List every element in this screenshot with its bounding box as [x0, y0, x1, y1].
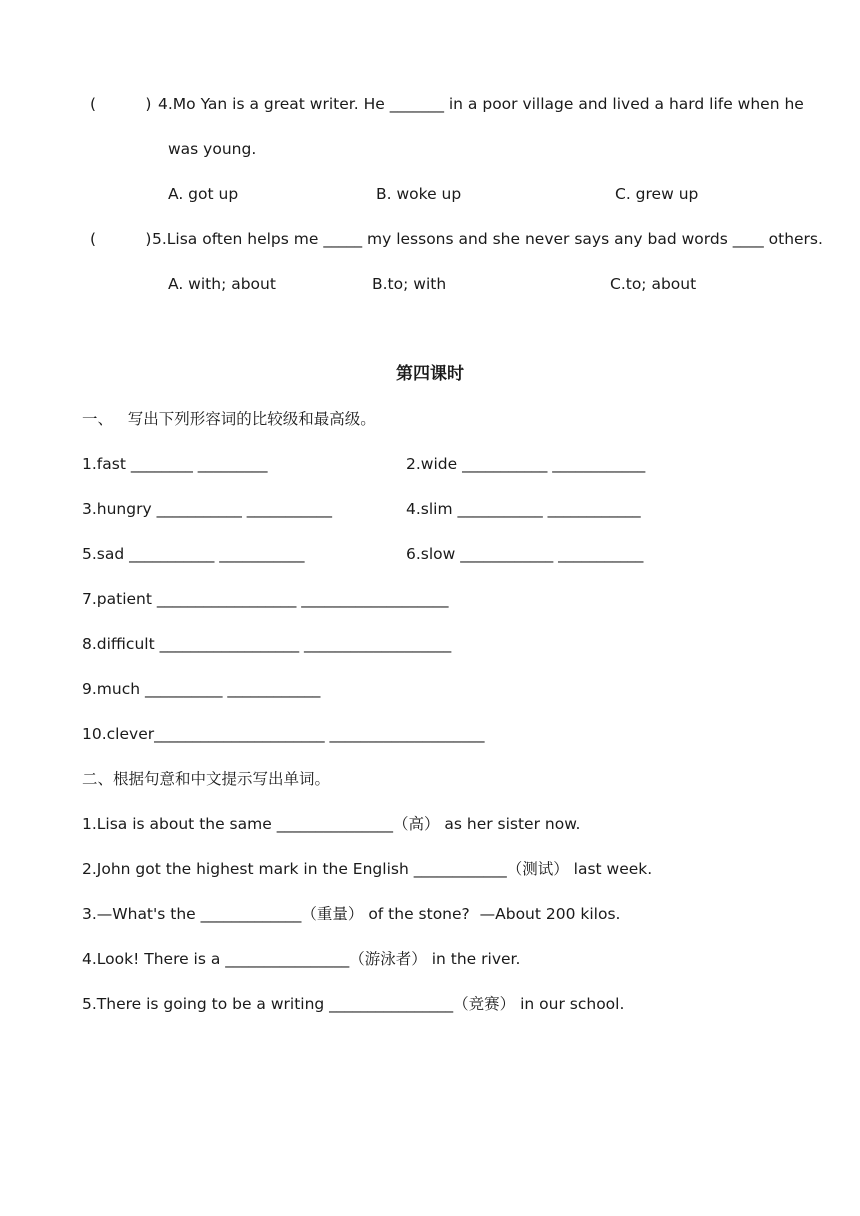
- part1-item-7: 7.patient __________________ ___________________: [82, 590, 449, 608]
- part1-item-2: 2.wide ___________ ____________: [406, 455, 646, 473]
- part2-item-1: 1.Lisa is about the same _______________（高） as her sister now.: [82, 815, 581, 833]
- q5-answer-paren: ( ): [90, 230, 152, 248]
- part2-item-4: 4.Look! There is a ________________（游泳者） in the river.: [82, 950, 521, 968]
- part2-instruction: 二、根据句意和中文提示写出单词。: [82, 770, 331, 788]
- part1-item-9: 9.much __________ ____________: [82, 680, 321, 698]
- part2-item-5: 5.There is going to be a writing ________________（竞赛） in our school.: [82, 995, 625, 1013]
- q4-stem-continued: was young.: [168, 140, 257, 158]
- part2-item-3: 3.—What's the _____________（重量） of the stone? —About 200 kilos.: [82, 905, 621, 923]
- q5-option-a: A. with; about: [168, 275, 276, 293]
- lesson-title: 第四课时: [396, 364, 464, 384]
- q4-stem: 4.Mo Yan is a great writer. He _______ in a poor village and lived a hard life when he: [158, 95, 804, 113]
- part1-item-6: 6.slow ____________ ___________: [406, 545, 644, 563]
- q4-option-b: B. woke up: [376, 185, 462, 203]
- part1-item-5: 5.sad ___________ ___________: [82, 545, 305, 563]
- part1-item-4: 4.slim ___________ ____________: [406, 500, 641, 518]
- q4-option-a: A. got up: [168, 185, 239, 203]
- part2-item-2: 2.John got the highest mark in the English ____________（测试） last week.: [82, 860, 653, 878]
- part1-item-10: 10.clever______________________ ____________________: [82, 725, 485, 743]
- q5-option-c: C.to; about: [610, 275, 697, 293]
- part1-item-3: 3.hungry ___________ ___________: [82, 500, 332, 518]
- q4-option-c: C. grew up: [615, 185, 699, 203]
- part1-item-1: 1.fast ________ _________: [82, 455, 268, 473]
- q5-stem: 5.Lisa often helps me _____ my lessons and she never says any bad words ____ others.: [152, 230, 823, 248]
- q4-answer-paren: ( ): [90, 95, 152, 113]
- part1-item-8: 8.difficult __________________ ___________________: [82, 635, 452, 653]
- part1-instruction: 一、 写出下列形容词的比较级和最高级。: [82, 410, 376, 428]
- q5-option-b: B.to; with: [372, 275, 447, 293]
